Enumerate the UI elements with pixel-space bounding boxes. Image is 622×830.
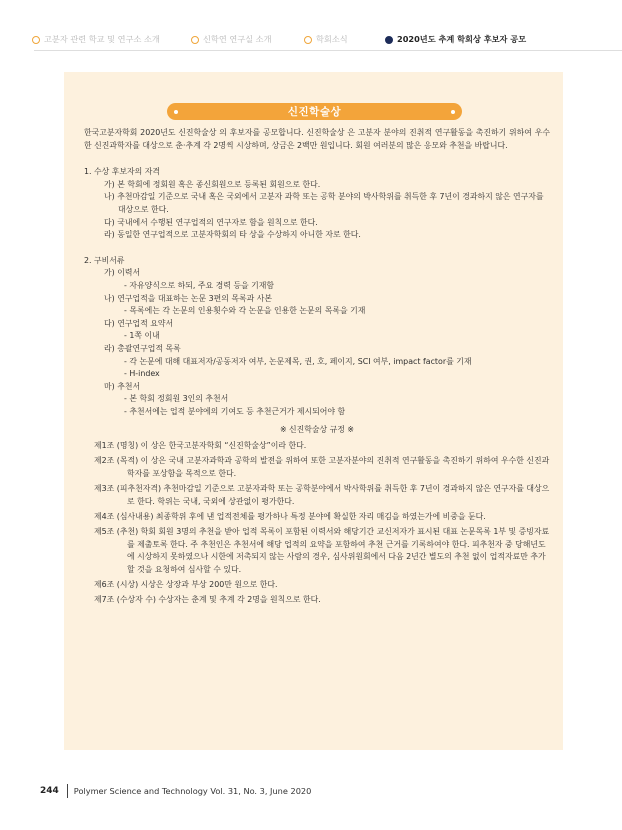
- item-text: 이력서: [117, 268, 141, 278]
- nav-item-news[interactable]: [304, 34, 348, 45]
- item-label: 가): [104, 268, 115, 278]
- eligibility-item: [94, 217, 550, 230]
- eligibility-item: [94, 191, 550, 216]
- circle-bullet-icon: [32, 36, 40, 44]
- dot-icon: [174, 110, 178, 114]
- document-subitem: - 추천서에는 업적 분야에의 기여도 등 추천근거가 제시되어야 함: [124, 406, 346, 416]
- section-title-bar: [167, 103, 462, 120]
- rule-article: 제6조 (시상) 시상은 상장과 부상 200만 원으로 한다.: [94, 579, 278, 589]
- document-subitem: - 1쪽 이내: [124, 331, 160, 341]
- item-text: 본 학회에 정회원 혹은 종신회원으로 등록된 회원으로 한다.: [117, 179, 321, 189]
- circle-bullet-icon: [385, 36, 393, 44]
- nav-divider: [34, 50, 622, 51]
- footer-divider: [67, 784, 68, 798]
- page-number: 244: [40, 786, 59, 796]
- item-label: 가): [104, 179, 115, 189]
- rule-article: 제5조 (추천) 학회 회원 3명의 추천을 받아 업적 목록이 포함된 이력서와 해당기간 교신저자가 표시된 대표 논문목록 1부 및 증빙자료를 제출토록 한다. 주 추천인은 추천서에 해당 업적의 요약을 포함하여 추천 근거를 기록하여야 한다. 피추천자 중 당해년도에 시상하지 못하였으나 시한에 저촉되지 않는 사람의 경우, 심사위원회에서 다음 2년간 별도의 추천 없이 업적자료만 추가할 것을 요청하여 심사할 수 있다.: [94, 527, 550, 574]
- document-item: [94, 381, 550, 394]
- eligibility-item: [94, 229, 550, 242]
- document-subitem: - 본 학회 정회원 3인의 추천서: [124, 394, 229, 404]
- rule-article: 제4조 (심사내용) 최종학위 후에 낸 업적전체를 평가하나 특정 분야에 확실한 자리 매김을 하였는가에 비중을 둔다.: [94, 511, 486, 521]
- item-text: 동일한 연구업적으로 고분자학회의 타 상을 수상하지 아니한 자로 한다.: [117, 230, 361, 240]
- intro-paragraph: 한국고분자학회 2020년도 신진학술상 의 후보자를 공모합니다. 신진학술상 은 고분자 분야의 진취적 연구활동을 촉진하기 위하여 우수한 신진과학자를 대상으로 춘·추계 각 2명씩 시상하며, 상금은 2백만 원입니다. 회원 여러분의 많은 응모와 추천을 바랍니다.: [84, 128, 550, 150]
- item-text: 연구업적 요약서: [117, 318, 174, 328]
- item-label: 라): [104, 343, 115, 353]
- item-text: 국내에서 수행된 연구업적의 연구자로 함을 원칙으로 한다.: [117, 217, 318, 227]
- rule-article: 제2조 (목적) 이 상은 국내 고분자과학과 공학의 발전을 위하여 또한 고분자분야의 진취적 연구활동을 촉진하기 위하여 우수한 신진과학자를 포상함을 목적으로 한다.: [94, 456, 550, 478]
- item-label: 다): [104, 318, 115, 328]
- document-item: [94, 318, 550, 331]
- nav-item-label: 신학연 연구실 소개: [203, 34, 272, 44]
- page-footer: [40, 783, 311, 799]
- item-label: 나): [104, 192, 115, 202]
- item-text: 연구업적을 대표하는 논문 3편의 목록과 사본: [117, 293, 272, 303]
- nav-item-schools[interactable]: [32, 34, 160, 45]
- circle-bullet-icon: [191, 36, 199, 44]
- document-item: [94, 293, 550, 306]
- nav-item-label: 학회소식: [316, 34, 348, 44]
- nav-item-label: 고분자 관련 학교 및 연구소 소개: [44, 34, 160, 44]
- document-subitem: - 각 논문에 대해 대표저자/공동저자 여부, 논문제목, 권, 호, 페이지, SCI 여부, impact factor를 기재: [124, 356, 472, 366]
- rule-article: 제7조 (수상자 수) 수상자는 춘계 및 추계 각 2명을 원칙으로 한다.: [94, 595, 321, 605]
- rule-article: 제3조 (피추천자격) 추천마감일 기준으로 고분자과학 또는 공학분야에서 박사학위를 취득한 후 7년이 경과하지 않은 연구자를 대상으로 한다. 학위는 국내, 국외에 상관없이 평가한다.: [94, 484, 550, 506]
- dot-icon: [451, 110, 455, 114]
- document-item: [94, 343, 550, 356]
- rule-article: 제1조 (명칭) 이 상은 한국고분자학회 “신진학술상”이라 한다.: [94, 441, 307, 451]
- item-label: 라): [104, 230, 115, 240]
- item-label: 마): [104, 381, 115, 391]
- announcement-body: [84, 127, 550, 609]
- announcement-box: [64, 72, 563, 750]
- circle-bullet-icon: [304, 36, 312, 44]
- nav-item-labs[interactable]: [191, 34, 271, 45]
- documents-heading: 2. 구비서류: [84, 255, 125, 265]
- nav-item-award-call[interactable]: [385, 34, 526, 45]
- item-text: 추천서: [117, 381, 141, 391]
- document-subitem: - H-index: [124, 369, 160, 379]
- document-subitem: - 목록에는 각 논문의 인용횟수와 각 논문을 인용한 논문의 목록을 기재: [124, 306, 366, 316]
- eligibility-heading: 1. 수상 후보자의 자격: [84, 167, 161, 177]
- document-subitem: - 자유양식으로 하되, 주요 경력 등을 기재함: [124, 280, 274, 290]
- item-text: 총괄연구업적 목록: [117, 343, 181, 353]
- item-label: 나): [104, 293, 115, 303]
- document-item: [94, 267, 550, 280]
- item-text: 추천마감일 기준으로 국내 혹은 국외에서 고분자 과학 또는 공학 분야의 박사학위를 취득한 후 7년이 경과하지 않은 연구자를 대상으로 한다.: [117, 192, 544, 214]
- journal-citation: Polymer Science and Technology Vol. 31, No. 3, June 2020: [73, 786, 312, 796]
- section-title: 신진학술상: [287, 106, 342, 118]
- rules-title: ※ 신진학술상 규정 ※: [279, 425, 355, 435]
- item-label: 다): [104, 217, 115, 227]
- eligibility-item: [94, 179, 550, 192]
- nav-item-label: 2020년도 추계 학회상 후보자 공모: [397, 34, 527, 44]
